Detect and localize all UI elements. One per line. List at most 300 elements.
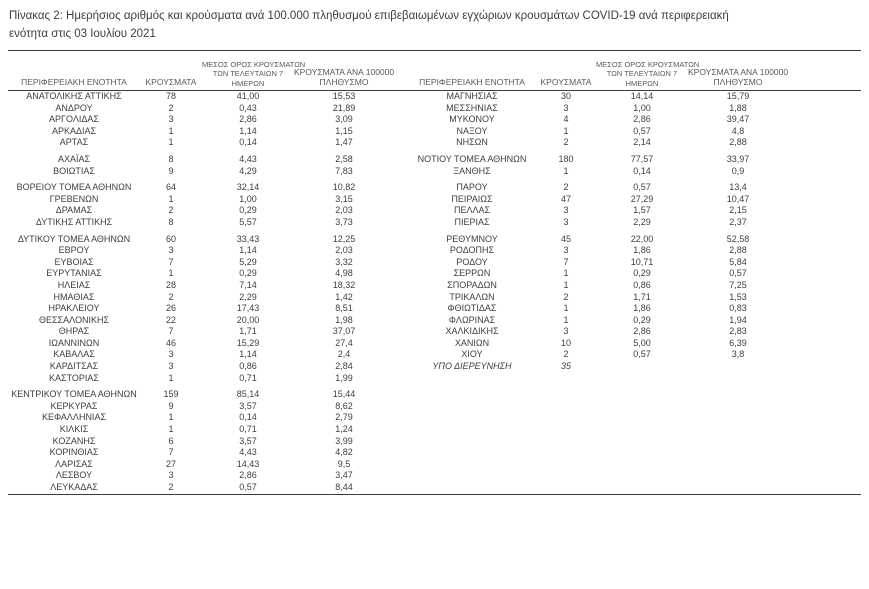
- avg-cell: 20,00: [236, 314, 260, 325]
- rate-cell: 1,42: [335, 291, 353, 302]
- cases-cell: 10: [560, 337, 571, 348]
- column-gap: [394, 137, 408, 149]
- cases-cell: 1: [563, 314, 569, 325]
- header-row: [8, 51, 861, 91]
- region-cell: ΙΩΑΝΝΙΝΩΝ: [48, 337, 100, 348]
- table-row: [8, 447, 861, 459]
- rate-cell: 5,84: [729, 256, 747, 267]
- table-row: [8, 326, 861, 338]
- column-gap: [394, 436, 408, 448]
- column-gap: [394, 91, 408, 103]
- region-cell: ΗΛΕΙΑΣ: [57, 279, 91, 290]
- region-cell: ΛΕΣΒΟΥ: [55, 470, 93, 481]
- region-cell: ΣΕΡΡΩΝ: [453, 268, 491, 279]
- avg-cell: 7,14: [239, 279, 257, 290]
- avg-cell: 2,29: [239, 291, 257, 302]
- avg-cell: 1,00: [633, 102, 651, 113]
- region-cell: ΑΡΓΟΛΙΔΑΣ: [49, 114, 99, 125]
- region-cell: ΒΟΙΩΤΙΑΣ: [53, 165, 95, 176]
- rate-cell: [688, 482, 788, 494]
- region-cell: ΠΕΛΛΑΣ: [453, 205, 491, 216]
- avg-cell: 2,86: [239, 470, 257, 481]
- rate-cell: 1,94: [729, 314, 747, 325]
- column-gap: [394, 268, 408, 280]
- column-gap: [394, 389, 408, 401]
- rate-cell: 18,32: [332, 279, 356, 290]
- table-row: [8, 349, 861, 361]
- avg-cell: 15,29: [236, 337, 260, 348]
- column-gap: [394, 103, 408, 115]
- table-row: [8, 154, 861, 166]
- cases-cell: 7: [563, 256, 569, 267]
- region-cell: ΡΟΔΟΠΗΣ: [449, 245, 495, 256]
- column-gap: [394, 182, 408, 194]
- cases-cell: 1: [563, 279, 569, 290]
- cases-cell: 3: [168, 470, 174, 481]
- region-cell: [408, 424, 536, 436]
- rate-cell: 13,4: [729, 182, 747, 193]
- table-row: [8, 166, 861, 178]
- right-pad: [788, 166, 861, 178]
- column-gap: [394, 482, 408, 494]
- column-gap: [394, 412, 408, 424]
- right-pad: [788, 245, 861, 257]
- region-cell: [408, 412, 536, 424]
- region-cell: ΚΕΡΚΥΡΑΣ: [50, 400, 98, 411]
- table-row: [8, 257, 861, 269]
- cases-cell: 3: [168, 361, 174, 372]
- table-row: [8, 91, 861, 103]
- region-cell: [408, 447, 536, 459]
- rate-cell: 37,07: [332, 326, 356, 337]
- column-gap: [394, 326, 408, 338]
- cases-cell: 1: [168, 268, 174, 279]
- region-cell: ΕΥΒΟΙΑΣ: [54, 256, 94, 267]
- cases-cell: 2: [168, 102, 174, 113]
- cases-cell: 8: [168, 216, 174, 227]
- table-row: [8, 338, 861, 350]
- avg-cell: 77,57: [630, 153, 654, 164]
- rate-cell: 2,15: [729, 205, 747, 216]
- region-cell: [408, 389, 536, 401]
- column-gap: [394, 166, 408, 178]
- avg-cell: 1,14: [239, 125, 257, 136]
- avg-cell: 2,29: [633, 216, 651, 227]
- cases-cell: [536, 459, 596, 471]
- column-gap: [394, 303, 408, 315]
- region-cell: ΤΡΙΚΑΛΩΝ: [449, 291, 495, 302]
- avg-cell: 0,57: [633, 125, 651, 136]
- cases-cell: 1: [168, 372, 174, 383]
- cases-cell: 45: [560, 233, 571, 244]
- right-pad: [788, 447, 861, 459]
- avg-cell: 32,14: [236, 182, 260, 193]
- rate-cell: 2,88: [729, 137, 747, 148]
- table-row: [8, 234, 861, 246]
- header-per100k-left: ΚΡΟΥΣΜΑΤΑ ΑΝΑ 100000 ΠΛΗΘΥΣΜΟ: [294, 66, 395, 88]
- cases-cell: [536, 447, 596, 459]
- right-pad: [788, 361, 861, 373]
- table-title-line1: Πίνακας 2: Ημερήσιος αριθμός και κρούσματα ανά 100.000 πληθυσμού επιβεβαιωμένων εγχώριων κρουσμάτων COVID-19 ανά περιφερειακή: [9, 10, 729, 22]
- region-cell: ΞΑΝΘΗΣ: [453, 165, 491, 176]
- region-cell: ΠΕΙΡΑΙΩΣ: [451, 193, 493, 204]
- region-cell: ΛΑΡΙΣΑΣ: [55, 458, 93, 469]
- right-pad: [788, 292, 861, 304]
- table-row: [8, 361, 861, 373]
- cases-cell: 30: [560, 91, 571, 101]
- right-pad: [788, 137, 861, 149]
- cases-cell: 1: [563, 268, 569, 279]
- cases-cell: 2: [168, 205, 174, 216]
- avg-cell: 14,43: [236, 458, 260, 469]
- table-row: [8, 315, 861, 327]
- column-gap: [394, 373, 408, 385]
- cases-cell: 3: [563, 326, 569, 337]
- region-cell: ΥΠΟ ΔΙΕΡΕΥΝΗΣΗ: [432, 361, 512, 372]
- cases-cell: 1: [563, 125, 569, 136]
- right-pad: [788, 91, 861, 103]
- region-cell: ΑΡΚΑΔΙΑΣ: [51, 125, 97, 136]
- column-gap: [394, 292, 408, 304]
- right-pad: [788, 182, 861, 194]
- rate-cell: 12,25: [332, 233, 356, 244]
- table-title: [9, 7, 865, 44]
- region-cell: ΚΟΖΑΝΗΣ: [52, 435, 96, 446]
- right-pad: [788, 315, 861, 327]
- region-cell: ΜΕΣΣΗΝΙΑΣ: [446, 102, 498, 113]
- cases-cell: 1: [168, 412, 174, 423]
- right-pad: [788, 482, 861, 494]
- cases-cell: 180: [558, 153, 574, 164]
- cases-cell: [536, 436, 596, 448]
- column-gap: [394, 257, 408, 269]
- rate-cell: 39,47: [726, 114, 750, 125]
- cases-cell: 46: [165, 337, 176, 348]
- right-pad: [788, 303, 861, 315]
- avg-cell: 0,14: [239, 137, 257, 148]
- rate-cell: [688, 412, 788, 424]
- rate-cell: 15,53: [332, 91, 356, 101]
- cases-cell: 2: [563, 137, 569, 148]
- avg-cell: 17,43: [236, 303, 260, 314]
- cases-cell: 2: [563, 291, 569, 302]
- column-gap: [394, 349, 408, 361]
- region-cell: [408, 482, 536, 494]
- region-cell: ΚΙΛΚΙΣ: [59, 424, 89, 435]
- cases-cell: 2: [168, 482, 174, 492]
- right-pad: [788, 103, 861, 115]
- right-pad: [788, 401, 861, 413]
- cases-cell: 64: [165, 182, 176, 193]
- rate-cell: 8,51: [335, 303, 353, 314]
- table-row: [8, 182, 861, 194]
- cases-cell: 7: [168, 326, 174, 337]
- column-gap: [394, 280, 408, 292]
- column-gap: [394, 205, 408, 217]
- avg-cell: 3,57: [239, 400, 257, 411]
- cases-cell: 1: [168, 424, 174, 435]
- rate-cell: 33,97: [726, 153, 750, 164]
- cases-cell: [536, 470, 596, 482]
- avg-cell: 1,14: [239, 349, 257, 360]
- region-cell: ΚΕΦΑΛΛΗΝΙΑΣ: [41, 412, 107, 423]
- cases-cell: 6: [168, 435, 174, 446]
- cases-cell: [536, 373, 596, 385]
- avg-cell: 0,57: [239, 482, 257, 492]
- cases-cell: 159: [163, 389, 179, 400]
- region-cell: ΔΥΤΙΚΗΣ ΑΤΤΙΚΗΣ: [35, 216, 113, 227]
- region-cell: ΠΑΡΟΥ: [456, 182, 488, 193]
- right-pad: [788, 217, 861, 229]
- table-row: [8, 114, 861, 126]
- avg-cell: 85,14: [236, 389, 260, 400]
- right-pad: [788, 234, 861, 246]
- cases-cell: 9: [168, 400, 174, 411]
- rate-cell: 10,47: [726, 193, 750, 204]
- header-avg7-left: ΜΕΣΟΣ ΟΡΟΣ ΚΡΟΥΣΜΑΤΩΝ ΤΩΝ ΤΕΛΕΥΤΑΙΩΝ 7 ΗΜΕΡΩΝ: [202, 59, 306, 88]
- avg-cell: 0,14: [633, 165, 651, 176]
- table-row: [8, 217, 861, 229]
- cases-cell: 78: [165, 91, 176, 101]
- covid-region-table: [8, 50, 861, 495]
- right-pad: [788, 205, 861, 217]
- table-row: [8, 280, 861, 292]
- table-row: [8, 424, 861, 436]
- cases-cell: [536, 412, 596, 424]
- region-cell: ΔΥΤΙΚΟΥ ΤΟΜΕΑ ΑΘΗΝΩΝ: [17, 233, 131, 244]
- rate-cell: 1,15: [335, 125, 353, 136]
- rate-cell: [688, 389, 788, 401]
- avg-cell: 0,71: [239, 424, 257, 435]
- avg-cell: 22,00: [630, 233, 654, 244]
- cases-cell: 1: [563, 303, 569, 314]
- rate-cell: 15,79: [726, 91, 750, 101]
- region-cell: ΕΥΡΥΤΑΝΙΑΣ: [46, 268, 102, 279]
- rate-cell: 52,58: [726, 233, 750, 244]
- avg-cell: 0,86: [239, 361, 257, 372]
- rate-cell: 3,15: [335, 193, 353, 204]
- avg-cell: 0,86: [633, 279, 651, 290]
- avg-cell: 27,29: [630, 193, 654, 204]
- avg-cell: 0,57: [633, 349, 651, 360]
- rate-cell: 10,82: [332, 182, 356, 193]
- cases-cell: 3: [563, 205, 569, 216]
- cases-cell: 7: [168, 256, 174, 267]
- avg-cell: [596, 482, 688, 494]
- column-gap: [394, 447, 408, 459]
- rate-cell: 9,5: [337, 458, 351, 469]
- table-row: [8, 459, 861, 471]
- rate-cell: 4,98: [335, 268, 353, 279]
- rate-cell: 8,44: [335, 482, 353, 492]
- table-row: [8, 401, 861, 413]
- region-cell: [408, 373, 536, 385]
- region-cell: ΔΡΑΜΑΣ: [55, 205, 93, 216]
- cases-cell: 28: [165, 279, 176, 290]
- rate-cell: [688, 373, 788, 385]
- region-cell: ΚΕΝΤΡΙΚΟΥ ΤΟΜΕΑ ΑΘΗΝΩΝ: [11, 389, 137, 400]
- region-cell: [408, 470, 536, 482]
- table-row: [8, 268, 861, 280]
- region-cell: ΑΧΑΪΑΣ: [57, 153, 91, 164]
- column-gap: [394, 459, 408, 471]
- avg-cell: [596, 389, 688, 401]
- table-row: [8, 470, 861, 482]
- region-cell: ΜΑΓΝΗΣΙΑΣ: [446, 91, 498, 101]
- rate-cell: 0,9: [731, 165, 745, 176]
- avg-cell: 1,57: [633, 205, 651, 216]
- rate-cell: 1,53: [729, 291, 747, 302]
- avg-cell: 4,43: [239, 153, 257, 164]
- avg-cell: 5,00: [633, 337, 651, 348]
- table-row: [8, 436, 861, 448]
- cases-cell: [536, 424, 596, 436]
- region-cell: ΚΑΣΤΟΡΙΑΣ: [49, 372, 99, 383]
- rate-cell: 2,84: [335, 361, 353, 372]
- cases-cell: 1: [563, 165, 569, 176]
- cases-cell: [536, 401, 596, 413]
- cases-cell: 22: [165, 314, 176, 325]
- region-cell: ΓΡΕΒΕΝΩΝ: [49, 193, 99, 204]
- rate-cell: 3,73: [335, 216, 353, 227]
- cases-cell: 27: [165, 458, 176, 469]
- right-pad: [788, 470, 861, 482]
- region-cell: ΑΝΑΤΟΛΙΚΗΣ ΑΤΤΙΚΗΣ: [26, 91, 122, 101]
- cases-cell: [536, 482, 596, 494]
- rate-cell: 0,83: [729, 303, 747, 314]
- avg-cell: 14,14: [630, 91, 654, 101]
- avg-cell: 1,71: [239, 326, 257, 337]
- cases-cell: 3: [563, 102, 569, 113]
- right-pad: [788, 194, 861, 206]
- cases-cell: 3: [563, 245, 569, 256]
- avg-cell: 0,71: [239, 372, 257, 383]
- region-cell: ΝΑΞΟΥ: [456, 125, 488, 136]
- header-per100k-right: ΚΡΟΥΣΜΑΤΑ ΑΝΑ 100000 ΠΛΗΘΥΣΜΟ: [688, 66, 789, 88]
- column-gap: [394, 470, 408, 482]
- region-cell: ΕΒΡΟΥ: [58, 245, 90, 256]
- avg-cell: [596, 401, 688, 413]
- rate-cell: 0,57: [729, 268, 747, 279]
- rate-cell: [688, 436, 788, 448]
- right-pad: [788, 373, 861, 385]
- rate-cell: 15,44: [332, 389, 356, 400]
- rate-cell: [688, 459, 788, 471]
- rate-cell: 2,4: [337, 349, 351, 360]
- avg-cell: 1,71: [633, 291, 651, 302]
- avg-cell: 1,00: [239, 193, 257, 204]
- table-row: [8, 389, 861, 401]
- column-gap: [394, 194, 408, 206]
- rate-cell: 1,47: [335, 137, 353, 148]
- avg-cell: 2,86: [633, 326, 651, 337]
- region-cell: ΑΝΔΡΟΥ: [55, 102, 93, 113]
- region-cell: ΑΡΤΑΣ: [59, 137, 89, 148]
- rate-cell: 3,99: [335, 435, 353, 446]
- column-gap: [394, 338, 408, 350]
- rate-cell: 6,39: [729, 337, 747, 348]
- avg-cell: [596, 436, 688, 448]
- region-cell: ΚΑΡΔΙΤΣΑΣ: [49, 361, 99, 372]
- cases-cell: 2: [168, 291, 174, 302]
- avg-cell: 5,29: [239, 256, 257, 267]
- right-pad: [788, 51, 861, 91]
- table-body: [8, 91, 861, 495]
- table-header: [8, 51, 861, 91]
- avg-cell: 2,14: [633, 137, 651, 148]
- rate-cell: 4,8: [731, 125, 745, 136]
- region-cell: ΗΡΑΚΛΕΙΟΥ: [48, 303, 100, 314]
- right-pad: [788, 459, 861, 471]
- rate-cell: 2,37: [729, 216, 747, 227]
- right-pad: [788, 349, 861, 361]
- cases-cell: 3: [168, 114, 174, 125]
- column-gap: [394, 51, 408, 91]
- region-cell: [408, 401, 536, 413]
- right-pad: [788, 154, 861, 166]
- right-pad: [788, 389, 861, 401]
- cases-cell: 1: [168, 125, 174, 136]
- avg-cell: 0,14: [239, 412, 257, 423]
- avg-cell: 33,43: [236, 233, 260, 244]
- right-pad: [788, 114, 861, 126]
- rate-cell: [688, 470, 788, 482]
- table-title-line2: ενότητα στις 03 Ιουλίου 2021: [9, 28, 156, 41]
- avg-cell: 10,71: [630, 256, 654, 267]
- avg-cell: 0,29: [239, 205, 257, 216]
- avg-cell: [596, 361, 688, 373]
- rate-cell: 2,03: [335, 245, 353, 256]
- rate-cell: 1,24: [335, 424, 353, 435]
- rate-cell: 2,88: [729, 245, 747, 256]
- header-region-right: ΠΕΡΙΦΕΡΕΙΑΚΗ ΕΝΟΤΗΤΑ: [419, 77, 525, 88]
- column-gap: [394, 401, 408, 413]
- rate-cell: 7,83: [335, 165, 353, 176]
- rate-cell: 2,79: [335, 412, 353, 423]
- region-cell: ΝΗΣΩΝ: [456, 137, 488, 148]
- column-gap: [394, 154, 408, 166]
- right-pad: [788, 126, 861, 138]
- avg-cell: 0,29: [633, 314, 651, 325]
- avg-cell: 1,14: [239, 245, 257, 256]
- cases-cell: 3: [168, 349, 174, 360]
- rate-cell: 7,25: [729, 279, 747, 290]
- region-cell: ΗΜΑΘΙΑΣ: [53, 291, 95, 302]
- avg-cell: 4,29: [239, 165, 257, 176]
- region-cell: ΦΘΙΩΤΙΔΑΣ: [447, 303, 497, 314]
- avg-cell: [596, 412, 688, 424]
- cases-cell: 3: [168, 245, 174, 256]
- cases-cell: 26: [165, 303, 176, 314]
- region-cell: ΧΑΝΙΩΝ: [454, 337, 490, 348]
- avg-cell: [596, 470, 688, 482]
- cases-cell: 9: [168, 165, 174, 176]
- avg-cell: 2,86: [239, 114, 257, 125]
- cases-cell: 47: [560, 193, 571, 204]
- rate-cell: 2,83: [729, 326, 747, 337]
- table-row: [8, 103, 861, 115]
- avg-cell: 41,00: [236, 91, 260, 101]
- region-cell: ΜΥΚΟΝΟΥ: [449, 114, 495, 125]
- header-avg7-right: ΜΕΣΟΣ ΟΡΟΣ ΚΡΟΥΣΜΑΤΩΝ ΤΩΝ ΤΕΛΕΥΤΑΙΩΝ 7 ΗΜΕΡΩΝ: [596, 59, 700, 88]
- rate-cell: 3,09: [335, 114, 353, 125]
- avg-cell: [596, 459, 688, 471]
- rate-cell: 27,4: [335, 337, 353, 348]
- rate-cell: [688, 401, 788, 413]
- region-cell: ΚΟΡΙΝΘΙΑΣ: [49, 447, 99, 458]
- right-pad: [788, 424, 861, 436]
- table-row: [8, 205, 861, 217]
